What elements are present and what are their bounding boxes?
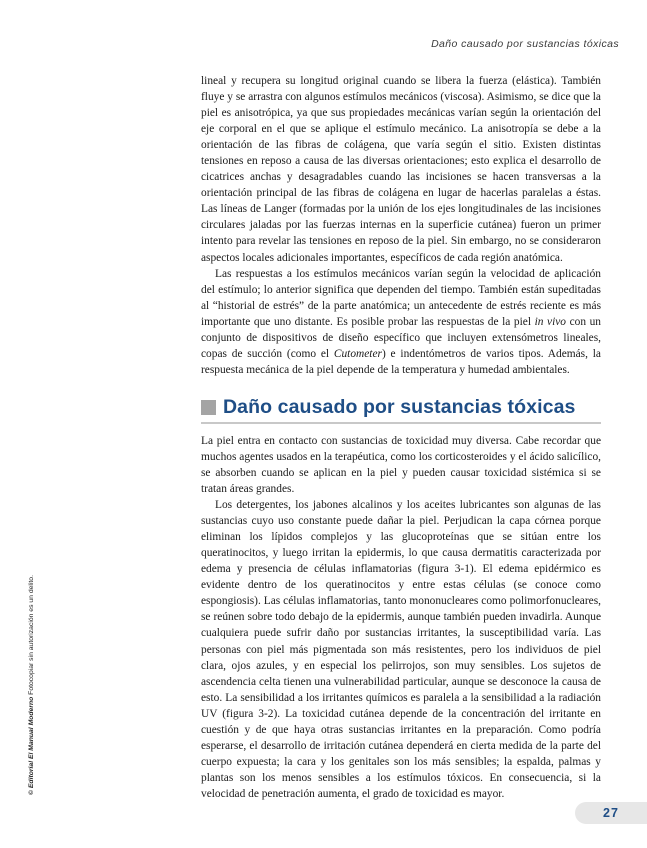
italic-cutometer: Cutometer [333, 347, 382, 360]
italic-in-vivo: in vivo [534, 315, 566, 328]
paragraph-text-part-1: Las respuestas a los estímulos mecánicos varían según la velocidad de aplicación del estímulo; lo anterior significa que dependen del tiempo. También están supeditadas al “historial de estrés” de la parte anatómica; un antecedente de estrés reciente es más importante que uno distante. Es posible probar las respuestas de la piel [201, 267, 601, 328]
paragraph-text-part-2: con un conjunto de dispositivos de diseño específico que incluyen extensómetros lineales, copas de succión (como el [201, 315, 601, 360]
paragraph-toxicity-intro: La piel entra en contacto con sustancias de toxicidad muy diversa. Cabe recordar que muchos agentes usados en la terapéutica, como los corticosteroides y el ácido salicílico, se absorben cuando se aplican en la piel y pueden causar toxicidad sistémica si se tratan áreas grandes. [201, 434, 601, 496]
publisher-name: © Editorial El Manual Moderno [28, 696, 35, 795]
heading-square-icon [201, 400, 216, 415]
paragraph-text-part-3: ) e indentómetros de varios tipos. Además, la respuesta mecánica de la piel depende de la temperatura y humedad ambientales. [201, 347, 601, 376]
running-head: Daño causado por sustancias tóxicas [431, 38, 619, 50]
paragraph-mechanical-response [201, 266, 601, 378]
paragraph-detergents: Los detergentes, los jabones alcalinos y los aceites lubricantes son algunas de las sustancias cuyo uso constante puede dañar la piel. Perjudican la capa córnea porque eliminan los lípidos complejos y las glucoproteínas que se sitúan entre los queratinocitos, y luego irritan la epidermis, lo que causa dermatitis caracterizada por edema y presencia de células inflamatorias (figura 3-1). El edema epidérmico es evidente dentro de los queratinocitos y entre estas células (se conoce como espongiosis). Las células inflamatorias, tanto mononucleares como polimorfonucleares, se reúnen sobre todo debajo de la epidermis, aunque también pueden invadirla. Aunque cualquiera puede sufrir daño por sustancias irritantes, la susceptibilidad varía. Las personas con piel más pigmentada son más resistentes, pero los individuos de piel clara, ojos azules, y en especial los pelirrojos, son muy sensibles. Los sujetos de ascendencia celta tienen una vulnerabilidad particular, aunque se desconoce la causa de esto. La sensibilidad a los irritantes químicos es paralela a la sensibilidad a la radiación UV (figura 3-2). La toxicidad cutánea depende de la concentración del irritante en cuestión y de que haya otras sustancias irritantes en la preparación. Como podría esperarse, el desarrollo de irritación cutánea dependerá en cierta medida de la parte del cuerpo expuesta; la cara y los genitales son los más sensibles; la espalda, palmas y plantas son los menos sensibles a los estímulos tóxicos. En consecuencia, si la velocidad de penetración aumenta, el grado de toxicidad es mayor. [201, 499, 601, 800]
copyright-notice: Fotocopiar sin autorización es un delito. [28, 575, 35, 697]
paragraph-elasticity: lineal y recupera su longitud original cuando se libera la fuerza (elástica). También fluye y se arrastra con algunos estímulos mecánicos (viscosa). Asimismo, se dice que la piel es anisotrópica, ya que sus propiedades mecánicas varían según la orientación del eje corporal en el que se aplique el estímulo mecánico. La anisotropía se debe a la orientación de las fibras de colágena, que varía según el sitio. Existen distintas tensiones en reposo a causa de las diversas orientaciones; esto explica el desarrollo de cicatrices anchas y desagradables cuando las incisiones se hacen transversas a la orientación principal de las fibras de colágena en lugar de hacerlas paralelas a éstas. Las líneas de Langer (formadas por la unión de los ejes longitudinales de las incisiones circulares jaladas por las fuerzas internas en la superficie cutánea) fueron un primer intento para revelar las tensiones en reposo de la piel. Sin embargo, no se consideraron aspectos locales adicionales importantes, específicos de cada región anatómica. [201, 75, 601, 264]
copyright-side-note [28, 575, 35, 795]
page-number: 27 [603, 806, 619, 820]
section-title: Daño causado por sustancias tóxicas [223, 395, 576, 418]
section-heading [201, 396, 601, 419]
page-body [201, 73, 601, 802]
heading-underline [201, 422, 601, 424]
page-number-tab [575, 802, 647, 824]
